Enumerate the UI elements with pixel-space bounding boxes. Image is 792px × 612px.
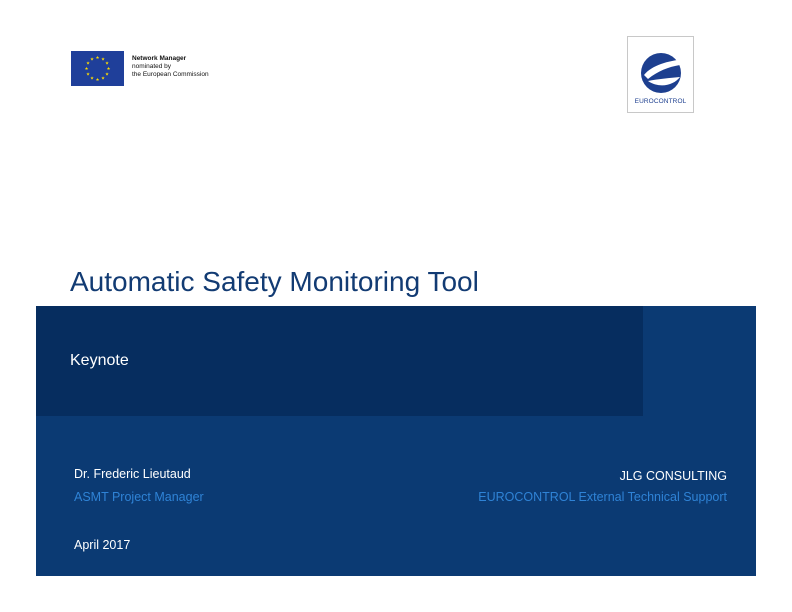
nm-line-3: the European Commission [132,71,209,78]
eu-star-icon: ★ [105,71,110,77]
eu-star-icon: ★ [106,66,111,72]
company-name: JLG CONSULTING [619,469,727,483]
eu-star-icon: ★ [105,60,110,66]
eurocontrol-name: EUROCONTROL [634,98,687,105]
eu-star-icon: ★ [100,56,106,62]
eu-flag-icon [71,51,124,86]
eu-star-icon: ★ [95,55,100,61]
slide-title: Automatic Safety Monitoring Tool [70,266,479,297]
network-manager-logo [71,51,209,86]
eu-star-icon: ★ [89,56,95,62]
company-role: EUROCONTROL External Technical Support [478,490,727,504]
eu-star-icon: ★ [89,75,95,81]
info-band [36,306,756,576]
network-manager-text [132,55,209,79]
eu-star-icon: ★ [85,71,90,77]
slide-subtitle: Keynote [70,352,129,369]
eu-star-icon: ★ [84,66,89,72]
eu-star-icon: ★ [95,77,100,83]
author-role: ASMT Project Manager [74,490,204,504]
eu-star-icon: ★ [85,60,90,66]
presentation-date: April 2017 [74,538,131,552]
nm-line-1: Network Manager [132,55,187,62]
nm-line-2: nominated by [132,63,172,70]
eurocontrol-logo [627,36,694,113]
eu-star-icon: ★ [100,75,106,81]
subtitle-panel [36,306,643,416]
author-name: Dr. Frederic Lieutaud [74,467,191,481]
eurocontrol-emblem-icon [634,51,689,95]
